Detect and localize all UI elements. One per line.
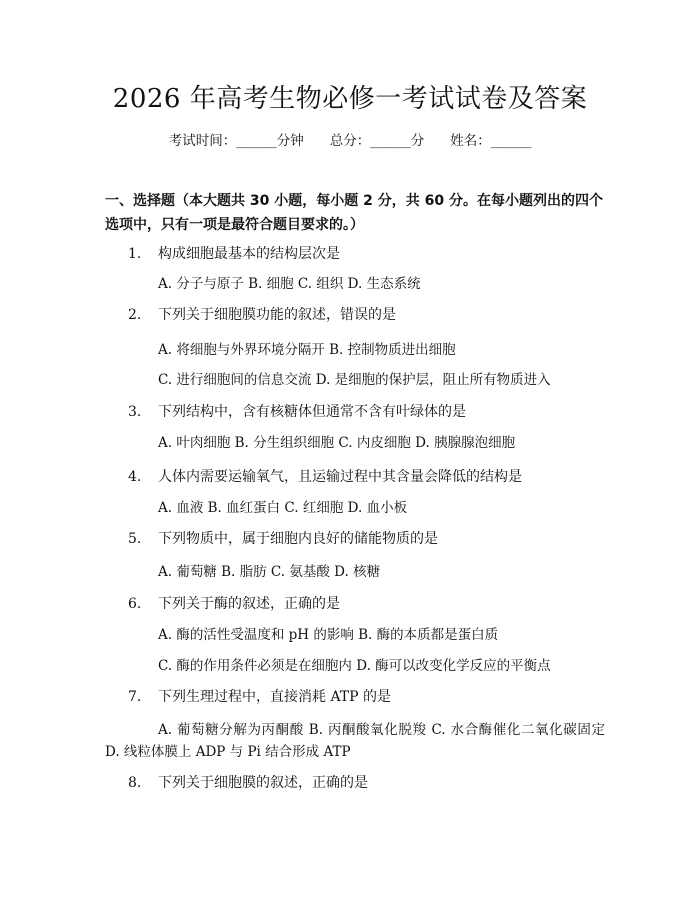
exam-time-field: 考试时间：______分钟 <box>168 133 304 149</box>
total-score-field: 总分：______分 <box>329 133 425 149</box>
exam-info-line <box>0 131 700 151</box>
question-7-options: A. 葡萄糖分解为丙酮酸 B. 丙酮酸氧化脱羧 C. 水合酶催化二氧化碳固定 D. 线粒体膜上 ADP 与 Pi 结合形成 ATP <box>105 722 605 760</box>
student-name-field: 姓名：______ <box>450 133 532 149</box>
question-number: 8. <box>128 775 142 791</box>
question-1 <box>128 244 340 264</box>
question-number: 6. <box>128 596 142 612</box>
exam-title: 2026 年高考生物必修一考试试卷及答案 <box>112 84 588 114</box>
question-text: 下列关于酶的叙述，正确的是 <box>158 596 340 612</box>
question-number: 1. <box>128 246 142 262</box>
question-text: 构成细胞最基本的结构层次是 <box>158 246 340 262</box>
question-8 <box>128 773 368 793</box>
question-2-options-ab: A. 将细胞与外界环境分隔开 B. 控制物质进出细胞 <box>158 342 456 358</box>
question-text: 人体内需要运输氧气，且运输过程中其含量会降低的结构是 <box>158 469 522 485</box>
question-number: 3. <box>128 404 142 420</box>
question-text: 下列关于细胞膜的叙述，正确的是 <box>158 775 368 791</box>
question-number: 5. <box>128 531 142 547</box>
question-text: 下列物质中，属于细胞内良好的储能物质的是 <box>158 531 438 547</box>
question-5-options: A. 葡萄糖 B. 脂肪 C. 氨基酸 D. 核糖 <box>158 564 381 580</box>
question-number: 2. <box>128 307 142 323</box>
question-text: 下列关于细胞膜功能的叙述，错误的是 <box>158 307 396 323</box>
question-text: 下列结构中，含有核糖体但通常不含有叶绿体的是 <box>158 404 466 420</box>
question-1-options: A. 分子与原子 B. 细胞 C. 组织 D. 生态系统 <box>158 276 421 292</box>
question-5 <box>128 529 438 549</box>
question-4-options: A. 血液 B. 血红蛋白 C. 红细胞 D. 血小板 <box>158 500 408 516</box>
question-7 <box>128 687 391 707</box>
question-2-options-cd: C. 进行细胞间的信息交流 D. 是细胞的保护层，阻止所有物质进入 <box>158 372 551 388</box>
question-6-options-cd: C. 酶的作用条件必须是在细胞内 D. 酶可以改变化学反应的平衡点 <box>158 658 551 674</box>
question-6-options-ab: A. 酶的活性受温度和 pH 的影响 B. 酶的本质都是蛋白质 <box>158 627 499 643</box>
question-3 <box>128 402 466 422</box>
question-2 <box>128 305 396 325</box>
question-3-options: A. 叶肉细胞 B. 分生组织细胞 C. 内皮细胞 D. 胰腺腺泡细胞 <box>158 435 516 451</box>
question-number: 4. <box>128 469 142 485</box>
question-text: 下列生理过程中，直接消耗 ATP 的是 <box>158 689 392 705</box>
question-4 <box>128 467 522 487</box>
question-6 <box>128 594 340 614</box>
section-heading: 一、选择题（本大题共 30 小题，每小题 2 分，共 60 分。在每小题列出的四个选项中，只有一项是最符合题目要求的。） <box>105 193 603 233</box>
question-number: 7. <box>128 689 142 705</box>
